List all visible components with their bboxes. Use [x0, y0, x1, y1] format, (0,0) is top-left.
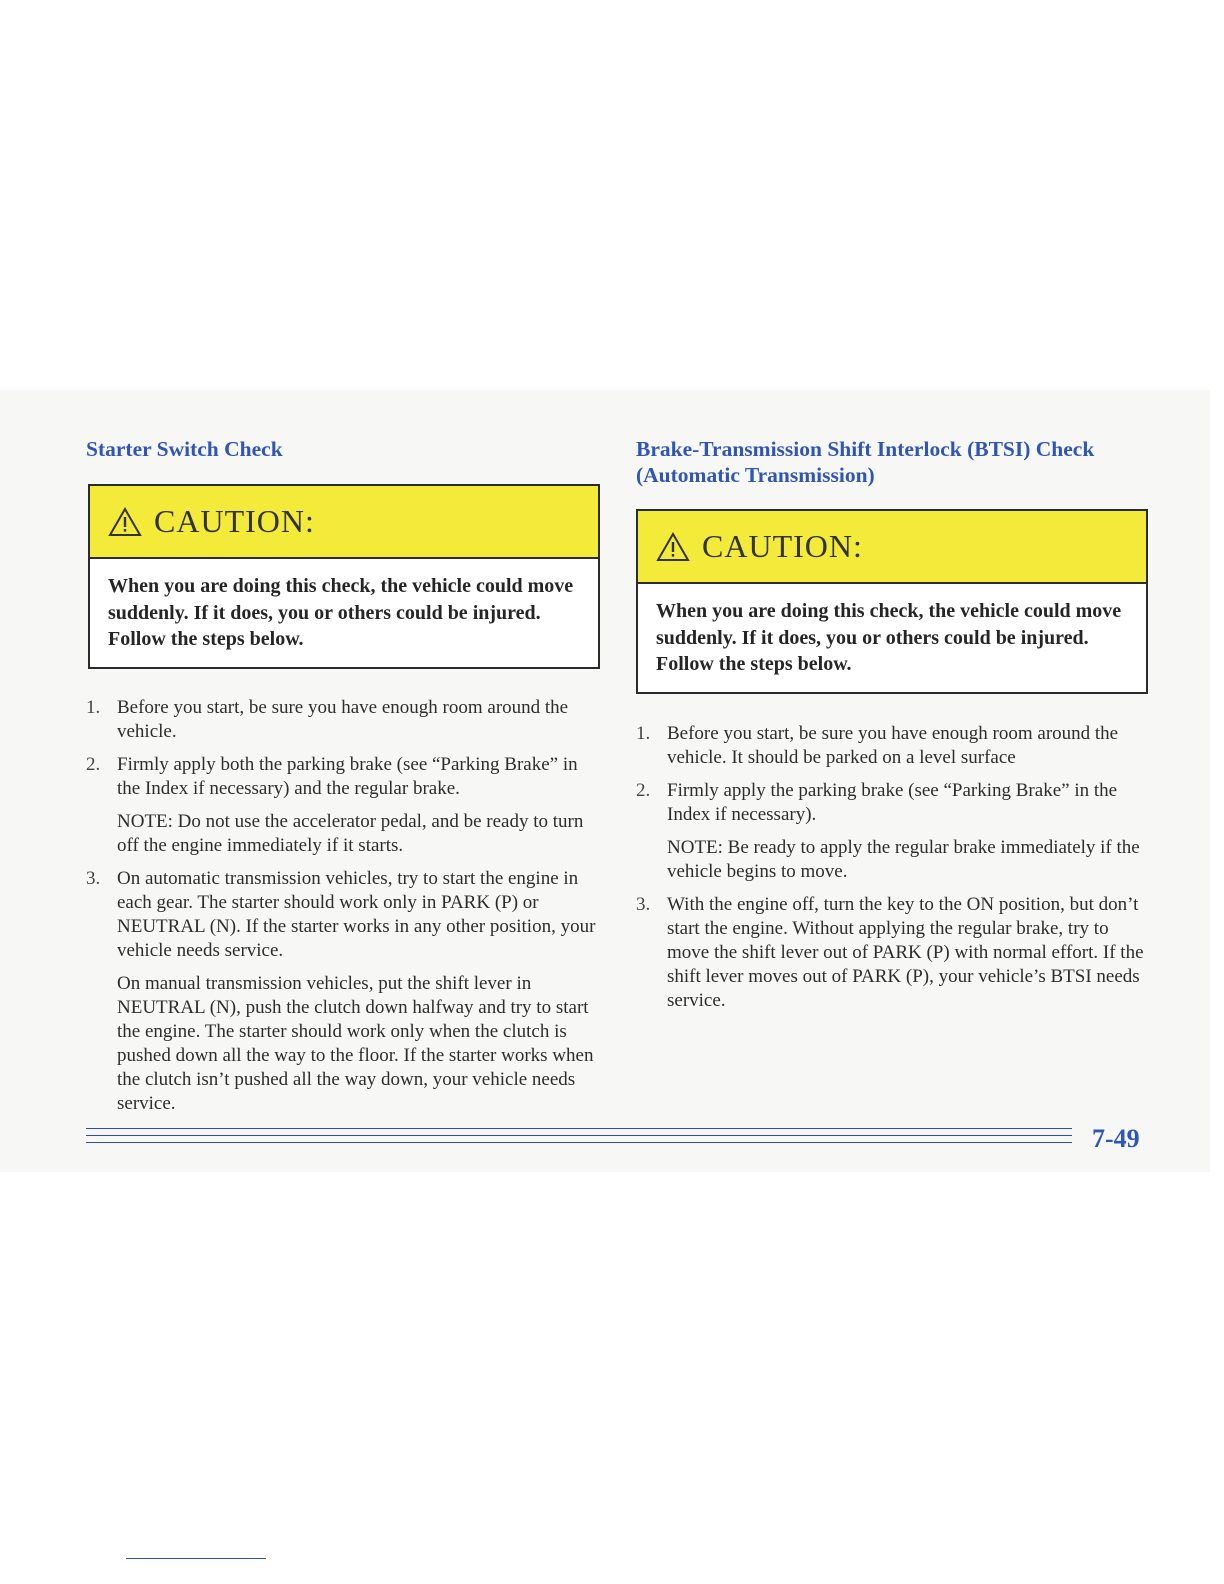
list-item	[86, 696, 600, 744]
step-text: Before you start, be sure you have enough room around the vehicle.	[117, 697, 569, 742]
bottom-rule	[126, 1558, 266, 1559]
step-number: 1.	[636, 723, 651, 744]
list-item	[86, 867, 600, 1116]
caution-label: CAUTION:	[702, 528, 863, 564]
caution-text: When you are doing this check, the vehicle could move suddenly. If it does, you or others could be injured. Follow the steps below.	[656, 600, 1122, 675]
btsi-title-line2: (Automatic Transmission)	[636, 463, 875, 487]
warning-triangle-icon	[656, 532, 690, 562]
caution-label: CAUTION:	[154, 503, 315, 539]
list-item	[636, 722, 1150, 770]
step-number: 1.	[86, 697, 101, 718]
step-text: NOTE: Be ready to apply the regular brake immediately if the vehicle begins to move.	[667, 837, 1140, 882]
step-text: Firmly apply the parking brake (see “Parking Brake” in the Index if necessary).	[667, 780, 1118, 825]
step-number: 2.	[636, 780, 651, 801]
page-number: 7-49	[1092, 1124, 1140, 1153]
step-text: On automatic transmission vehicles, try to start the engine in each gear. The starter should work only in PARK (P) or NEUTRAL (N). If the starter works in any other position, your vehicle needs service.	[117, 868, 596, 961]
step-text: Before you start, be sure you have enough room around the vehicle. It should be parked on a level surface	[667, 723, 1119, 768]
step-number: 3.	[86, 868, 101, 889]
step-text: With the engine off, turn the key to the ON position, but don’t start the engine. Without applying the regular brake, try to move the shift lever out of PARK (P) with normal effort. If the shift lever moves out of PARK (P), your vehicle’s BTSI needs service.	[667, 894, 1144, 1011]
list-item	[636, 893, 1150, 1013]
step-text: On manual transmission vehicles, put the shift lever in NEUTRAL (N), push the clutch down halfway and try to start the engine. The starter should work only when the clutch is pushed down all the way to the floor. If the starter works when the clutch isn’t pushed all the way down, your vehicle needs service.	[117, 973, 594, 1114]
footer-rule	[86, 1128, 1072, 1129]
caution-box-right	[636, 509, 1148, 694]
list-item	[86, 753, 600, 858]
step-text: NOTE: Do not use the accelerator pedal, and be ready to turn off the engine immediately if it starts.	[117, 811, 584, 856]
caution-header	[638, 511, 1146, 584]
starter-switch-title: Starter Switch Check	[86, 437, 283, 461]
caution-box-left	[88, 484, 600, 669]
btsi-check-title	[636, 436, 1156, 488]
step-number: 3.	[636, 894, 651, 915]
list-item	[636, 779, 1150, 884]
step-text: Firmly apply both the parking brake (see “Parking Brake” in the Index if necessary) and the regular brake.	[117, 754, 578, 799]
steps-list-right	[636, 722, 1150, 1013]
warning-triangle-icon	[108, 507, 142, 537]
steps-list-left	[86, 696, 600, 1116]
step-number: 2.	[86, 754, 101, 775]
footer-rule	[86, 1142, 1072, 1143]
btsi-title-line1: Brake-Transmission Shift Interlock (BTSI) Check	[636, 437, 1095, 461]
caution-header	[90, 486, 598, 559]
footer-rule	[86, 1135, 1072, 1136]
caution-text: When you are doing this check, the vehicle could move suddenly. If it does, you or others could be injured. Follow the steps below.	[108, 575, 574, 650]
